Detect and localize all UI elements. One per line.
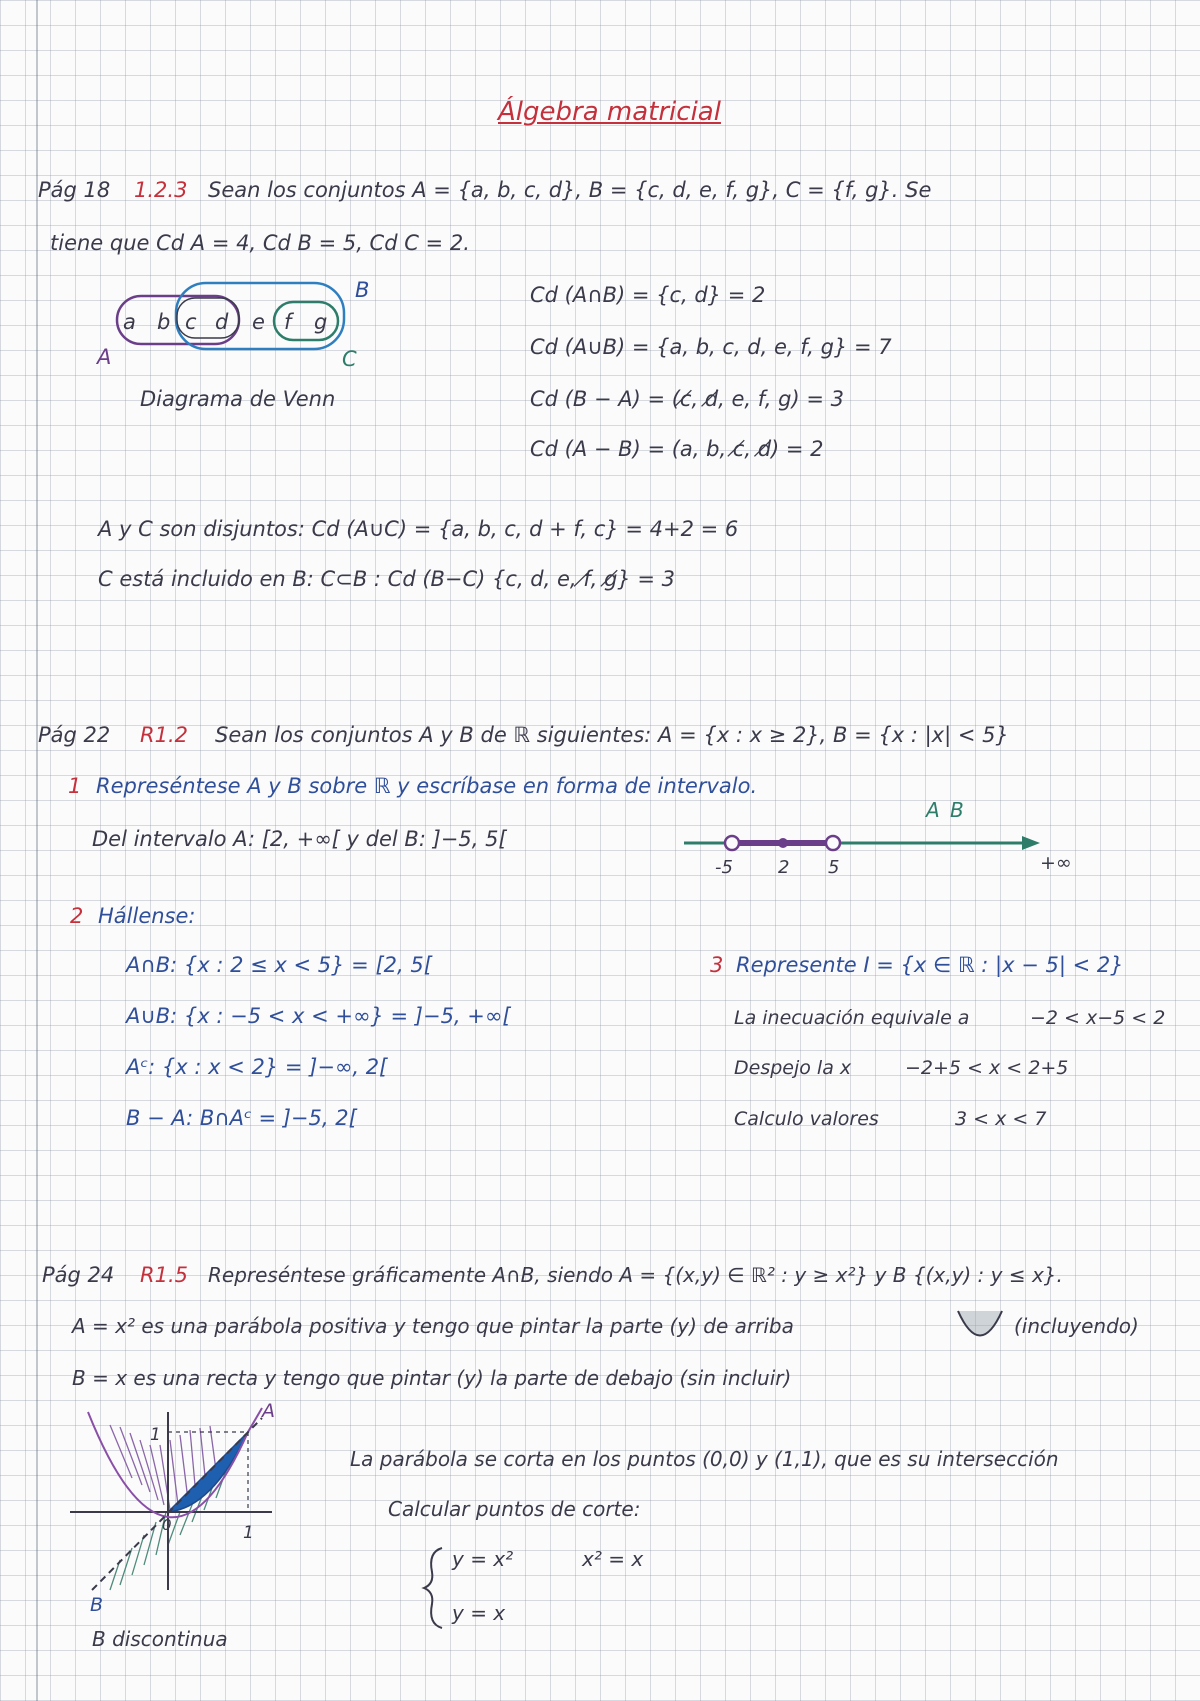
sec3-line-b: B = x es una recta y tengo que pintar (y) la parte de debajo (sin incluir) xyxy=(72,1366,792,1390)
graph-label-a: A xyxy=(262,1400,275,1422)
graph-tick-1-y: 1 xyxy=(150,1425,161,1445)
number-line-tick-5: 5 xyxy=(828,857,840,878)
sec1-included: C está incluido en B: C⊂B : Cd (B−C) {c, d, e, f̸, g̸} = 3 xyxy=(98,567,675,591)
venn-el-a: a xyxy=(123,310,136,334)
venn-el-d: d xyxy=(215,310,229,334)
venn-caption: Diagrama de Venn xyxy=(140,387,336,411)
sec2-item3-num: 3 xyxy=(710,953,724,977)
sec1-disjoint: A y C son disjuntos: Cd (A∪C) = {a, b, c, d + f, c} = 4+2 = 6 xyxy=(98,517,739,541)
venn-label-a: A xyxy=(97,345,112,369)
sec1-ref: 1.2.3 xyxy=(134,178,188,202)
brace-path xyxy=(424,1548,442,1628)
sec2-op-2: A∪B: {x : −5 < x < +∞} = ]−5, +∞[ xyxy=(126,1004,511,1028)
sec3-cut-text: La parábola se corta en los puntos (0,0) y (1,1), que es su intersección xyxy=(350,1447,1059,1471)
graph-note: B discontinua xyxy=(92,1627,228,1651)
graph-label-b: B xyxy=(90,1594,104,1616)
sec1-result-3: Cd (B − A) = (c̸, d̸, e, f, g) = 3 xyxy=(530,387,844,411)
venn-el-e: e xyxy=(252,310,265,334)
sec3-sys-2: y = x xyxy=(452,1601,506,1625)
graph-origin: 0 xyxy=(162,1516,172,1534)
number-line-label-a: A xyxy=(926,798,940,822)
sec2-item1: Represéntese A y B sobre ℝ y escríbase en forma de intervalo. xyxy=(96,774,758,798)
venn-el-g: g xyxy=(314,310,328,334)
sec2-page: Pág 22 xyxy=(38,723,111,747)
sec3-line-a: A = x² es una parábola positiva y tengo que pintar la parte (y) de arriba xyxy=(72,1314,794,1338)
venn-label-b: B xyxy=(355,278,370,302)
sec3-calc: Calcular puntos de corte: xyxy=(388,1497,641,1521)
sec1-result-4: Cd (A − B) = (a, b, c̸, d̸) = 2 xyxy=(530,437,824,461)
sec2-op-4: B − A: B∩Aᶜ = ]−5, 2[ xyxy=(126,1106,357,1130)
sec2-item3: Represente I = {x ∈ ℝ : |x − 5| < 2} xyxy=(736,953,1124,977)
sec2-op-3: Aᶜ: {x : x < 2} = ]−∞, 2[ xyxy=(126,1055,388,1079)
sec2-op-1: A∩B: {x : 2 ≤ x < 5} = [2, 5[ xyxy=(126,953,432,977)
sec1-line1: Sean los conjuntos A = {a, b, c, d}, B = {c, d, e, f, g}, C = {f, g}. Se xyxy=(208,178,932,202)
sec2-step-1-label: La inecuación equivale a xyxy=(734,1007,970,1029)
sec2-item2-num: 2 xyxy=(70,904,84,928)
venn-el-c: c xyxy=(185,310,197,334)
number-line-inf: +∞ xyxy=(1040,852,1072,874)
sec3-statement: Represéntese gráficamente A∩B, siendo A = {(x,y) ∈ ℝ² : y ≥ x²} y B {(x,y) : y ≤ x}. xyxy=(208,1263,1063,1287)
number-line-tick-minus5: -5 xyxy=(715,857,733,878)
sec2-step-2-label: Despejo la x xyxy=(734,1057,852,1079)
venn-label-c: C xyxy=(342,347,357,371)
sec2-interval-text: Del intervalo A: [2, +∞[ y del B: ]−5, 5[ xyxy=(92,827,507,851)
sec3-ref: R1.5 xyxy=(140,1263,188,1287)
sec1-result-1: Cd (A∩B) = {c, d} = 2 xyxy=(530,283,766,307)
venn-el-f: f xyxy=(284,310,292,334)
sec3-line-a-tail: (incluyendo) xyxy=(1014,1314,1139,1338)
sec3-sys-1: y = x² xyxy=(452,1547,514,1571)
sec3-sys-eq: x² = x xyxy=(582,1547,644,1571)
sec2-statement: Sean los conjuntos A y B de ℝ siguientes: A = {x : x ≥ 2}, B = {x : |x| < 5} xyxy=(215,723,1009,747)
sec2-step-2-value: −2+5 < x < 2+5 xyxy=(905,1057,1069,1079)
sec1-page: Pág 18 xyxy=(38,178,111,202)
sec1-result-2: Cd (A∪B) = {a, b, c, d, e, f, g} = 7 xyxy=(530,335,892,359)
sec2-step-3-label: Calculo valores xyxy=(734,1108,879,1130)
sec2-step-1-value: −2 < x−5 < 2 xyxy=(1030,1007,1166,1029)
number-line-label-b: B xyxy=(950,798,964,822)
sec2-step-3-value: 3 < x < 7 xyxy=(955,1108,1047,1130)
sec3-page: Pág 24 xyxy=(42,1263,115,1287)
venn-el-b: b xyxy=(157,310,171,334)
sec2-ref: R1.2 xyxy=(140,723,188,747)
sec2-item2: Hállense: xyxy=(98,904,196,928)
sec1-line2: tiene que Cd A = 4, Cd B = 5, Cd C = 2. xyxy=(50,231,470,255)
page-title: Álgebra matricial xyxy=(498,97,721,127)
number-line-tick-2: 2 xyxy=(778,857,790,878)
graph-tick-1-x: 1 xyxy=(243,1523,254,1543)
sec2-item1-num: 1 xyxy=(68,774,82,798)
